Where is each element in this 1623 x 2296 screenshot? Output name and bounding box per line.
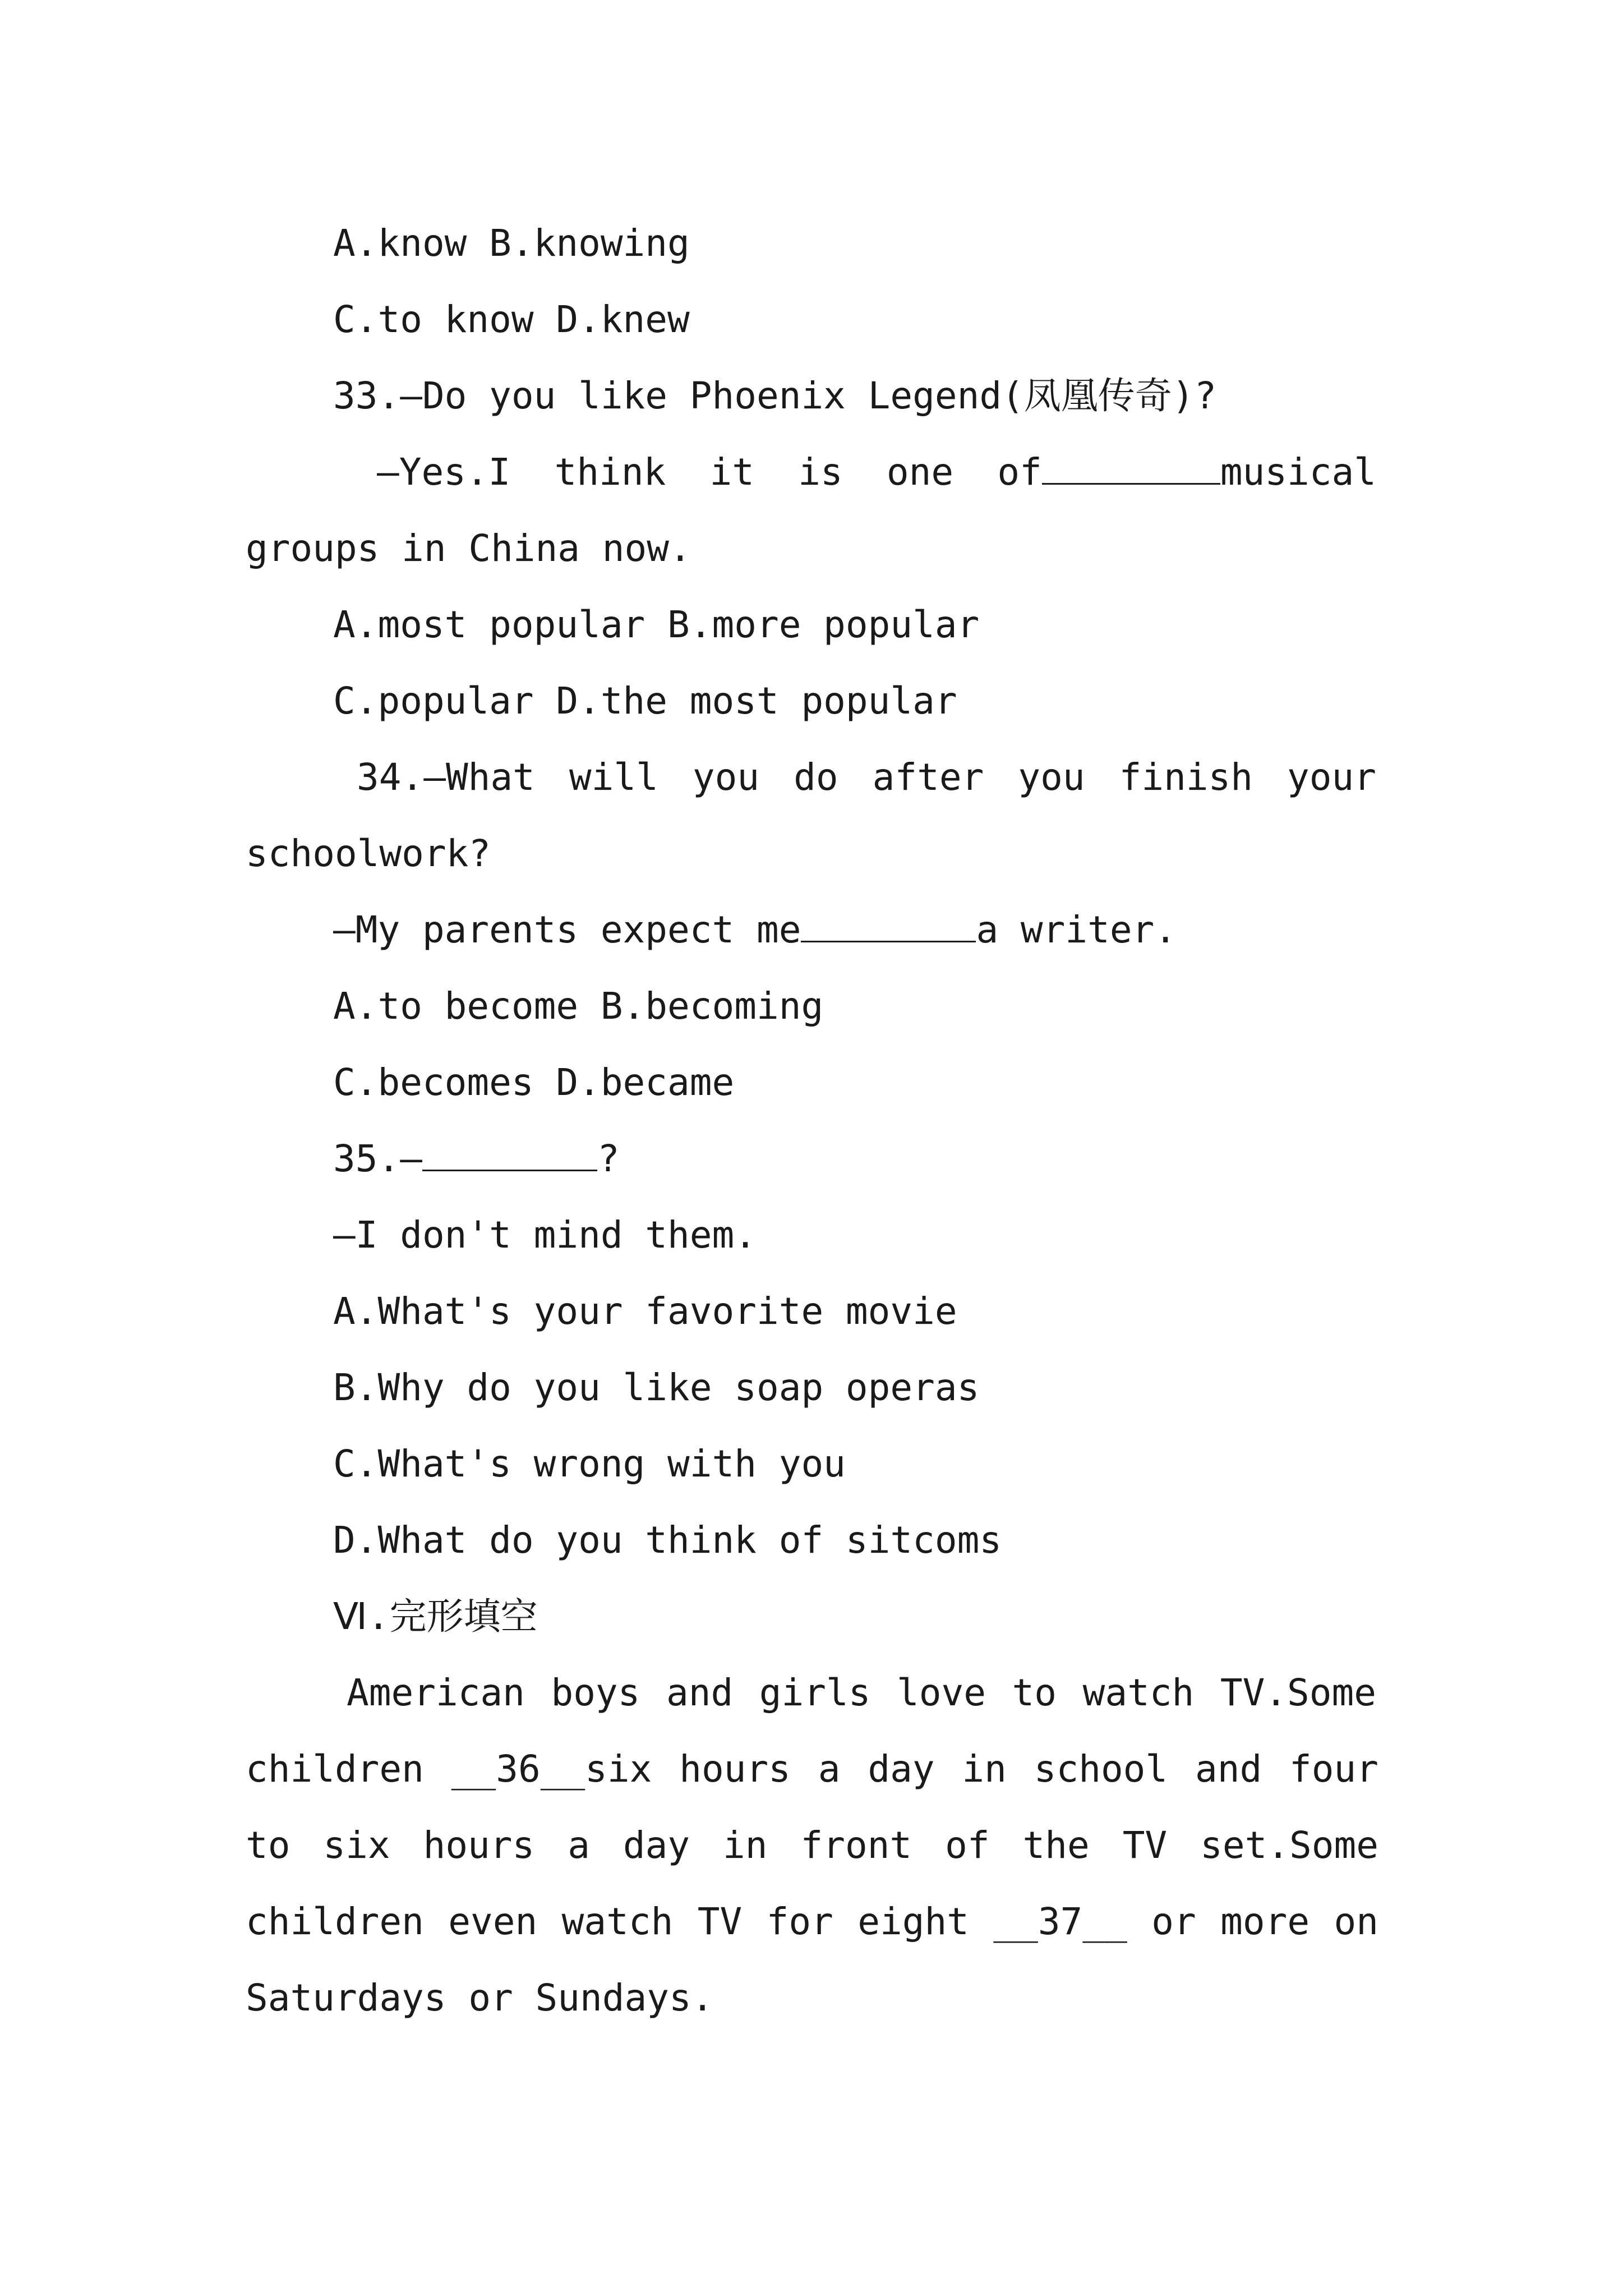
q33-options-cd: C.popular D.the most popular <box>333 679 957 723</box>
blank-37-number: 37 <box>1038 1900 1083 1943</box>
q34-stem: 34.—What will you do after you finish your <box>357 756 1376 799</box>
q34-stem-continued: schoolwork? <box>246 832 491 875</box>
passage-line-5: Saturdays or Sundays. <box>246 1976 714 2019</box>
q35-option-b: B.Why do you like soap operas <box>333 1366 980 1409</box>
q33-reply-end: musical <box>1220 450 1376 494</box>
q35-stem-end: ? <box>597 1137 620 1180</box>
passage-line-4-start: children even watch TV for eight __ <box>246 1900 1038 1943</box>
q34-options-cd: C.becomes D.became <box>333 1061 735 1104</box>
q35-option-a: A.What's your favorite movie <box>333 1290 957 1333</box>
q33-reply-start: —Yes.I think it is one of <box>377 450 1042 494</box>
q32-options-cd: C.to know D.knew <box>333 298 690 341</box>
passage-line-2-end: __six hours a day in school and four <box>540 1747 1378 1791</box>
q35-option-c: C.What's wrong with you <box>333 1442 846 1485</box>
q35-reply: —I don't mind them. <box>333 1213 757 1257</box>
passage-line-2 <box>246 1744 1378 1795</box>
q35-option-d: D.What do you think of sitcoms <box>333 1519 1002 1562</box>
q34-reply-start: —My parents expect me <box>333 908 801 951</box>
section-heading: Ⅵ.完形填空 <box>333 1595 538 1638</box>
q33-reply <box>377 447 1376 498</box>
answer-blank <box>1042 449 1220 485</box>
q32-options-ab: A.know B.knowing <box>333 222 690 265</box>
answer-blank <box>422 1136 597 1171</box>
q34-reply <box>333 905 1177 955</box>
q33-stem: 33.—Do you like Phoenix Legend(凤凰传奇)? <box>333 374 1217 417</box>
passage-line-3: to six hours a day in front of the TV set.Some <box>246 1824 1378 1867</box>
q34-options-ab: A.to become B.becoming <box>333 984 824 1028</box>
blank-36-number: 36 <box>496 1747 541 1791</box>
q33-reply-continued: groups in China now. <box>246 527 691 570</box>
passage-line-4 <box>246 1897 1378 1947</box>
passage-line-2-start: children __ <box>246 1747 496 1791</box>
q34-reply-end: a writer. <box>976 908 1177 951</box>
answer-blank <box>801 907 976 942</box>
passage-line-1: American boys and girls love to watch TV.Some <box>347 1671 1376 1714</box>
q33-options-ab: A.most popular B.more popular <box>333 603 980 646</box>
q35-stem <box>333 1134 620 1184</box>
passage-line-4-end: __ or more on <box>1082 1900 1378 1943</box>
q35-stem-start: 35.— <box>333 1137 422 1180</box>
